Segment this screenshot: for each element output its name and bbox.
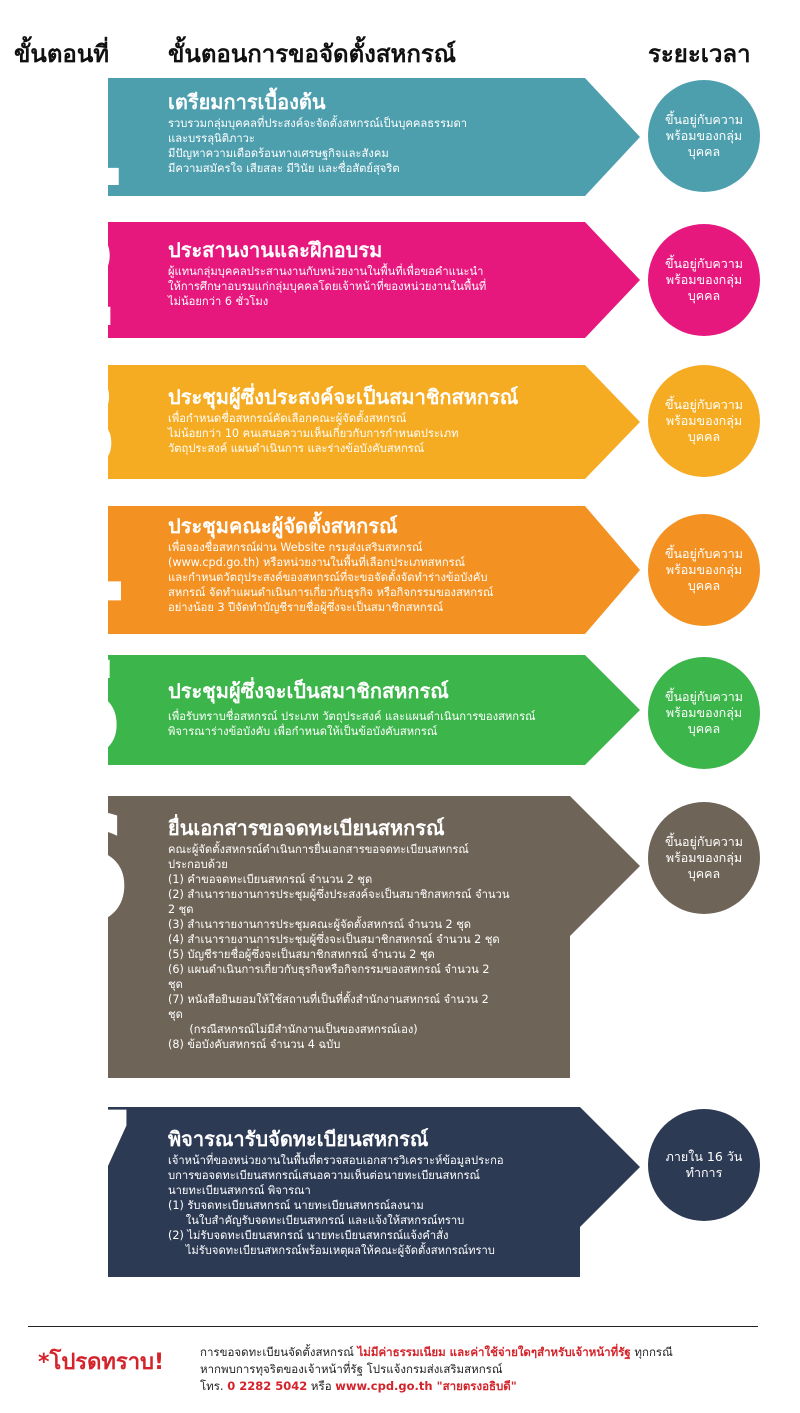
step-number: 7 — [34, 1081, 135, 1255]
duration-badge: ขึ้นอยู่กับความพร้อมของกลุ่มบุคคล — [648, 802, 760, 914]
step-title: ประสานงานและฝึกอบรม — [168, 238, 383, 262]
duration-badge: ภายใน 16 วันทำการ — [648, 1109, 760, 1221]
step-number: 1 — [36, 63, 124, 217]
step-title: ยื่นเอกสารขอจดทะเบียนสหกรณ์ — [168, 816, 445, 840]
duration-badge: ขึ้นอยู่กับความพร้อมของกลุ่มบุคคล — [648, 365, 760, 477]
step-title: พิจารณารับจัดทะเบียนสหกรณ์ — [168, 1127, 429, 1151]
step-1 — [0, 63, 800, 217]
note-text: การขอจดทะเบียนจัดตั้งสหกรณ์ ไม่มีค่าธรรมเนียม และค่าใช้จ่ายใดๆสำหรับเจ้าหน้าที่รัฐ ทุกกรณี หากพบการทุจริตของเจ้าหน้าที่รัฐ โปรแจ้งกรมส่งเสริมสหกรณ์ โทร. 0 2282 5042 หรือ www.cpd.go.th "สายตรงอธิบดี" — [200, 1345, 673, 1393]
step-6 — [0, 784, 800, 1080]
step-number: 6 — [28, 784, 129, 958]
step-number: 4 — [30, 490, 124, 653]
step-5 — [0, 634, 800, 788]
note-phone: 0 2282 5042 — [227, 1379, 308, 1393]
note-highlight: ไม่มีค่าธรรมเนียม และค่าใช้จ่ายใดๆสำหรับเจ้าหน้าที่รัฐ — [357, 1345, 631, 1359]
step-description: เพื่อจองชื่อสหกรณ์ผ่าน Website กรมส่งเสริมสหกรณ์ (www.cpd.go.th) หรือหน่วยงานในพื้นที่เลือกประเภทสหกรณ์ และกำหนดวัตถุประสงค์ของสหกรณ์ที่จะขอจัดตั้งจัดทำร่างข้อบังคับ สหกรณ์ จัดทำแผนดำเนินการเกี่ยวกับธุรกิจ หรือกิจกรรมของสหกรณ์ อย่างน้อย 3 ปีจัดทำบัญชีรายชื่อผู้ซึ่งจะเป็นสมาชิกสหกรณ์ — [168, 541, 494, 614]
step-arrow — [108, 1107, 640, 1277]
step-description: เพื่อกำหนดชื่อสหกรณ์คัดเลือกคณะผู้จัดตั้งสหกรณ์ ไม่น้อยกว่า 10 คนเสนอความเห็นเกี่ยวกับการกำหนดประเภท วัตถุประสงค์ แผนดำเนินการ และร่างข้อบังคับสหกรณ์ — [168, 412, 459, 455]
step-description: เจ้าหน้าที่ของหน่วยงานในพื้นที่ตรวจสอบเอกสารวิเคราะห์ข้อมูลประกอ บการขอจดทะเบียนสหกรณ์เสนอความเห็นต่อนายทะเบียนสหกรณ์ นายทะเบียนสหกรณ์ พิจารณา (1) รับจดทะเบียนสหกรณ์ นายทะเบียนสหกรณ์ลงนาม ในใบสำคัญรับจดทะเบียนสหกรณ์ และแจ้งให้สหกรณ์ทราบ (2) ไม่รับจดทะเบียนสหกรณ์ นายทะเบียนสหกรณ์แจ้งคำสั่ง ไม่รับจดทะเบียนสหกรณ์พร้อมเหตุผลให้คณะผู้จัดตั้งสหกรณ์ทราบ — [168, 1154, 504, 1257]
step-arrow — [108, 222, 640, 338]
step-description: เพื่อรับทราบชื่อสหกรณ์ ประเภท วัตถุประสงค์ และแผนดำเนินการของสหกรณ์ พิจารณาร่างข้อบังคับ เพื่อกำหนดให้เป็นข้อบังคับสหกรณ์ — [168, 710, 536, 738]
note-website: www.cpd.go.th "สายตรงอธิบดี" — [335, 1379, 517, 1393]
step-arrow — [108, 506, 640, 634]
step-number: 2 — [30, 203, 118, 357]
duration-badge: ขึ้นอยู่กับความพร้อมของกลุ่มบุคคล — [648, 514, 760, 626]
step-description: ผู้แทนกลุ่มบุคคลประสานงานกับหน่วยงานในพื้นที่เพื่อขอคำแนะนำ ให้การศึกษาอบรมแก่กลุ่มบุคคลโดยเจ้าหน้าที่ของหน่วยงานในพื้นที่ ไม่น้อยกว่า 6 ชั่วโมง — [168, 265, 487, 308]
divider — [28, 1326, 758, 1327]
header-step: ขั้นตอนที่ — [14, 40, 110, 68]
header-duration: ระยะเวลา — [648, 40, 751, 68]
duration-badge: ขึ้นอยู่กับความพร้อมของกลุ่มบุคคล — [648, 80, 760, 192]
step-number: 3 — [30, 348, 118, 502]
step-arrow — [108, 365, 640, 479]
duration-badge: ขึ้นอยู่กับความพร้อมของกลุ่มบุคคล — [648, 224, 760, 336]
step-4 — [0, 490, 800, 653]
step-arrow — [108, 78, 640, 196]
step-arrow — [108, 655, 640, 765]
step-7 — [0, 1081, 800, 1283]
step-title: ประชุมผู้ซึ่งจะเป็นสมาชิกสหกรณ์ — [168, 679, 449, 703]
step-3 — [0, 348, 800, 502]
duration-badge: ขึ้นอยู่กับความพร้อมของกลุ่มบุคคล — [648, 657, 760, 769]
step-description: รวบรวมกลุ่มบุคคลที่ประสงค์จะจัดตั้งสหกรณ์เป็นบุคคลธรรมดา และบรรลุนิติภาวะ มีปัญหาความเดือดร้อนทางเศรษฐกิจและสังคม มีความสมัครใจ เสียสละ มีวินัย และซื่อสัตย์สุจริต — [168, 117, 467, 175]
step-title: ประชุมคณะผู้จัดตั้งสหกรณ์ — [168, 514, 398, 538]
step-number: 5 — [34, 634, 122, 788]
step-2 — [0, 203, 800, 357]
step-arrow — [108, 796, 640, 1078]
note-title: *โปรดทราบ! — [38, 1350, 165, 1375]
header-process: ขั้นตอนการขอจัดตั้งสหกรณ์ — [168, 40, 457, 68]
step-description: คณะผู้จัดตั้งสหกรณ์ดำเนินการยื่นเอกสารขอจดทะเบียนสหกรณ์ ประกอบด้วย (1) คำขอจดทะเบียนสหกรณ์ จำนวน 2 ชุด (2) สำเนารายงานการประชุมผู้ซึ่งประสงค์จะเป็นสมาชิกสหกรณ์ จำนวน 2 ชุด (3) สำเนารายงานการประชุมคณะผู้จัดตั้งสหกรณ์ จำนวน 2 ชุด (4) สำเนารายงานการประชุมผู้ซึ่งจะเป็นสมาชิกสหกรณ์ จำนวน 2 ชุด (5) บัญชีรายชื่อผู้ซึ่งจะเป็นสมาชิกสหกรณ์ จำนวน 2 ชุด (6) แผนดำเนินการเกี่ยวกับธุรกิจหรือกิจกรรมของสหกรณ์ จำนวน 2 ชุด (7) หนังสือยินยอมให้ใช้สถานที่เป็นที่ตั้งสำนักงานสหกรณ์ จำนวน 2 ชุด (กรณีสหกรณ์ไม่มีสำนักงานเป็นของสหกรณ์เอง) (8) ข้อบังคับสหกรณ์ จำนวน 4 ฉบับ — [168, 843, 510, 1051]
step-title: ประชุมผู้ซึ่งประสงค์จะเป็นสมาชิกสหกรณ์ — [168, 385, 519, 409]
step-title: เตรียมการเบื้องต้น — [168, 90, 326, 114]
